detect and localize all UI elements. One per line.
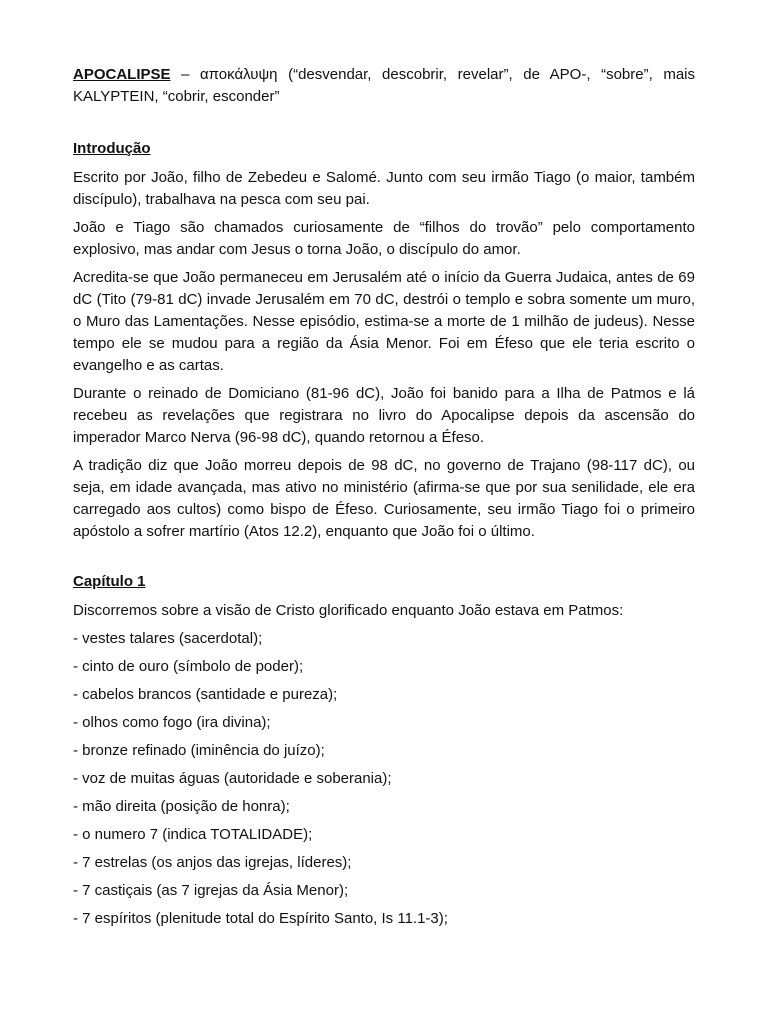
list-item: - voz de muitas águas (autoridade e soberania); [73,770,392,787]
title-definition: – αποκάλυψη (“desvendar, descobrir, revelar”, de APO-, “sobre”, mais KALYPTEIN, “cobrir, esconder” [73,66,695,105]
list-item: - vestes talares (sacerdotal); [73,630,263,647]
list-item: - cabelos brancos (santidade e pureza); [73,686,338,703]
chapter1-lead: Discorremos sobre a visão de Cristo glorificado enquanto João estava em Patmos: [73,602,624,619]
intro-paragraph-3: Acredita-se que João permaneceu em Jerusalém até o início da Guerra Judaica, antes de 69 dC (Tito (79-81 dC) invade Jerusalém em 70 dC, destrói o templo e sobra somente um muro, o Muro das Lamentações. Nesse episódio, estima-se a morte de 1 milhão de judeus). Nesse tempo ele se mudou para a região da Ásia Menor. Foi em Éfeso que ele teria escrito o evangelho e as cartas. [73,269,695,374]
list-item: - 7 castiçais (as 7 igrejas da Ásia Menor); [73,882,349,899]
list-item: - olhos como fogo (ira divina); [73,714,271,731]
list-item: - 7 estrelas (os anjos das igrejas, líderes); [73,854,352,871]
list-item: - 7 espíritos (plenitude total do Espírito Santo, Is 11.1-3); [73,910,448,927]
document-page [73,64,695,936]
intro-paragraph-2: João e Tiago são chamados curiosamente de “filhos do trovão” pelo comportamento explosivo, mas andar com Jesus o torna João, o discípulo do amor. [73,219,695,258]
intro-paragraph-4: Durante o reinado de Domiciano (81-96 dC), João foi banido para a Ilha de Patmos e lá recebeu as revelações que registrara no livro do Apocalipse depois da ascensão do imperador Marco Nerva (96-98 dC), quando retornou a Éfeso. [73,385,695,446]
intro-paragraph-5: A tradição diz que João morreu depois de 98 dC, no governo de Trajano (98-117 dC), ou seja, em idade avançada, mas ativo no ministério (afirma-se que por sua senilidade, ele era carregado aos cultos) como bispo de Éfeso. Curiosamente, seu irmão Tiago foi o primeiro apóstolo a sofrer martírio (Atos 12.2), enquanto que João foi o último. [73,457,695,540]
list-item: - bronze refinado (iminência do juízo); [73,742,325,759]
intro-paragraph-1: Escrito por João, filho de Zebedeu e Salomé. Junto com seu irmão Tiago (o maior, também discípulo), trabalhava na pesca com seu pai. [73,169,695,208]
document-title: APOCALIPSE [73,66,171,83]
title-line [73,64,695,108]
chapter1-heading: Capítulo 1 [73,573,146,590]
list-item: - o numero 7 (indica TOTALIDADE); [73,826,313,843]
intro-heading: Introdução [73,140,151,157]
list-item: - cinto de ouro (símbolo de poder); [73,658,304,675]
list-item: - mão direita (posição de honra); [73,798,290,815]
